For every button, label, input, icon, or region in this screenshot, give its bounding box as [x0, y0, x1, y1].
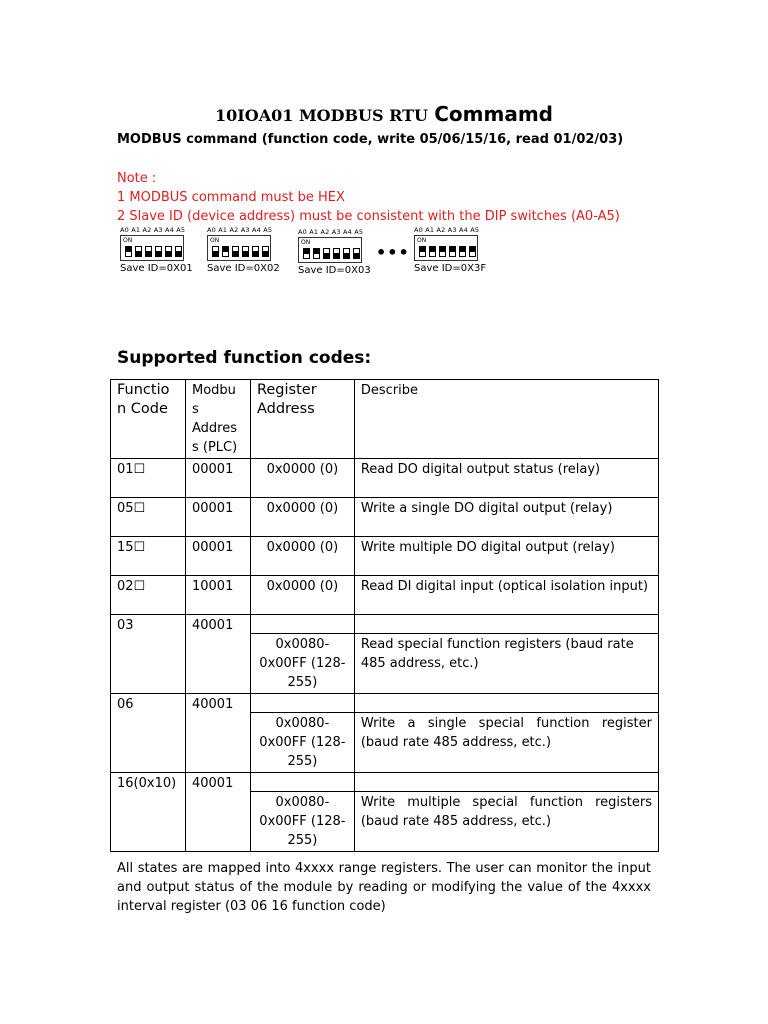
- dip-switch: [303, 248, 310, 259]
- cell-description: Read DI digital input (optical isolation input): [354, 576, 658, 615]
- dip-switch: [125, 246, 132, 257]
- cell-function-code: 06: [111, 694, 186, 773]
- dip-switch-block: [207, 235, 271, 261]
- dip-on-label: ON: [417, 237, 427, 244]
- cell-function-code: 01☐: [111, 459, 186, 498]
- table-row: [111, 537, 659, 576]
- cell-empty: [354, 694, 658, 713]
- dip-header: A0 A1 A2 A3 A4 A5: [298, 228, 364, 236]
- subtitle: MODBUS command (function code, write 05/06/15/16, read 01/02/03): [117, 132, 624, 147]
- note-heading: Note :: [117, 171, 157, 186]
- cell-register-address: 0x0080-0x00FF (128-255): [250, 634, 354, 694]
- cell-description: Write a single special function register (baud rate 485 address, etc.): [354, 713, 658, 773]
- dip-header: A0 A1 A2 A3 A4 A5: [207, 226, 273, 234]
- ellipsis: •••: [376, 243, 410, 262]
- cell-register-address: 0x0080-0x00FF (128-255): [250, 792, 354, 852]
- dip-switch: [155, 246, 162, 257]
- dip-switch: [353, 248, 360, 259]
- dip-example-0x3f: [414, 226, 486, 274]
- table-row: [111, 459, 659, 498]
- dip-switch: [175, 246, 182, 257]
- cell-description: Write multiple special function registers (baud rate 485 address, etc.): [354, 792, 658, 852]
- dip-caption: Save ID=0X3F: [414, 263, 487, 274]
- dip-switch-block: [298, 237, 362, 263]
- function-code-table: [110, 379, 659, 852]
- dip-switch: [343, 248, 350, 259]
- dip-switch: [232, 246, 239, 257]
- dip-on-label: ON: [301, 239, 311, 246]
- dip-switch: [429, 246, 436, 257]
- dip-switch: [212, 246, 219, 257]
- dip-switch-block: [414, 235, 478, 261]
- dip-switch: [145, 246, 152, 257]
- cell-description: Read DO digital output status (relay): [354, 459, 658, 498]
- cell-register-address: 0x0000 (0): [250, 498, 354, 537]
- table-row: [111, 576, 659, 615]
- dip-switch: [323, 248, 330, 259]
- cell-empty: [250, 615, 354, 634]
- cell-function-code: 02☐: [111, 576, 186, 615]
- dip-switch: [252, 246, 259, 257]
- cell-plc-address: 00001: [185, 537, 250, 576]
- cell-description: Read special function registers (baud rate 485 address, etc.): [354, 634, 658, 694]
- dip-example-0x01: [120, 226, 193, 274]
- note-item-hex: 1 MODBUS command must be HEX: [117, 190, 345, 205]
- dip-switch: [222, 246, 229, 257]
- table-row: [111, 498, 659, 537]
- cell-empty: [250, 773, 354, 792]
- cell-description: Write a single DO digital output (relay): [354, 498, 658, 537]
- header-describe: Describe: [354, 380, 658, 459]
- footer-paragraph: All states are mapped into 4xxxx range registers. The user can monitor the input and output status of the module by reading or modifying the value of the 4xxxx interval register (03 06 16 function code): [117, 861, 651, 914]
- document-title: [0, 102, 768, 128]
- note-item-slave-id: 2 Slave ID (device address) must be consistent with the DIP switches (A0-A5): [117, 209, 620, 224]
- cell-plc-address: 10001: [185, 576, 250, 615]
- dip-switch-block: [120, 235, 184, 261]
- cell-register-address: 0x0080-0x00FF (128-255): [250, 713, 354, 773]
- cell-function-code: 15☐: [111, 537, 186, 576]
- cell-register-address: 0x0000 (0): [250, 537, 354, 576]
- dip-example-0x03: [298, 228, 371, 276]
- cell-register-address: 0x0000 (0): [250, 576, 354, 615]
- cell-function-code: 03: [111, 615, 186, 694]
- table-row: [111, 773, 659, 792]
- dip-caption: Save ID=0X02: [207, 263, 280, 274]
- cell-empty: [250, 694, 354, 713]
- title-part1: 10IOA01 MODBUS RTU: [215, 106, 428, 125]
- cell-plc-address: 00001: [185, 498, 250, 537]
- dip-header: A0 A1 A2 A3 A4 A5: [120, 226, 186, 234]
- dip-switch: [165, 246, 172, 257]
- dip-switch: [459, 246, 466, 257]
- cell-plc-address: 40001: [185, 773, 250, 852]
- cell-empty: [354, 615, 658, 634]
- dip-caption: Save ID=0X03: [298, 265, 371, 276]
- dip-switch: [333, 248, 340, 259]
- dip-switch: [135, 246, 142, 257]
- cell-plc-address: 00001: [185, 459, 250, 498]
- dip-switch: [469, 246, 476, 257]
- table-row: [111, 694, 659, 713]
- dip-switch: [419, 246, 426, 257]
- header-modbus-address: Modbu s Addres s (PLC): [185, 380, 250, 459]
- cell-empty: [354, 773, 658, 792]
- cell-register-address: 0x0000 (0): [250, 459, 354, 498]
- dip-switch: [313, 248, 320, 259]
- cell-plc-address: 40001: [185, 694, 250, 773]
- dip-caption: Save ID=0X01: [120, 263, 193, 274]
- section-title: Supported function codes:: [117, 348, 372, 368]
- cell-function-code: 05☐: [111, 498, 186, 537]
- title-part2: Commamd: [434, 102, 553, 126]
- table-row: [111, 615, 659, 634]
- dip-example-0x02: [207, 226, 280, 274]
- dip-on-label: ON: [123, 237, 133, 244]
- header-register-address: Register Address: [250, 380, 354, 459]
- dip-header: A0 A1 A2 A3 A4 A5: [414, 226, 480, 234]
- cell-function-code: 16(0x10): [111, 773, 186, 852]
- header-function-code: Functio n Code: [111, 380, 186, 459]
- dip-on-label: ON: [210, 237, 220, 244]
- dip-switch: [262, 246, 269, 257]
- cell-description: Write multiple DO digital output (relay): [354, 537, 658, 576]
- dip-switch: [449, 246, 456, 257]
- dip-switch: [242, 246, 249, 257]
- table-header-row: [111, 380, 659, 459]
- dip-switch: [439, 246, 446, 257]
- cell-plc-address: 40001: [185, 615, 250, 694]
